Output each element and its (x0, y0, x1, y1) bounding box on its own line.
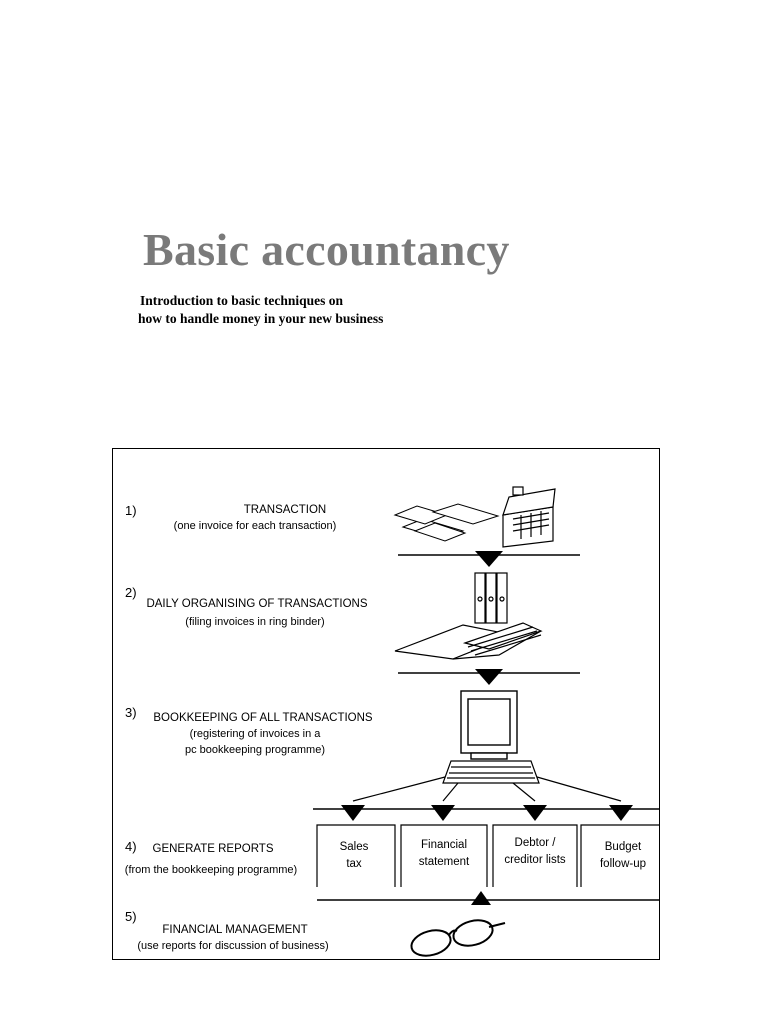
report-box-financial-statement (401, 825, 487, 887)
keyboard-icon (443, 761, 539, 783)
step-1-subtitle: (one invoice for each transaction) (173, 520, 337, 532)
step-1-title: TRANSACTION (243, 504, 327, 516)
cash-register-icon (503, 449, 555, 547)
step-3-subtitle-line-1: (registering of invoices in a (189, 728, 321, 740)
open-binder-icon (395, 623, 541, 659)
glasses-icon (409, 916, 505, 959)
computer-icon (461, 691, 517, 759)
report-box-financial-statement-line-2: statement (418, 856, 470, 868)
report-box-sales-tax-line-2: tax (346, 858, 362, 870)
report-box-budget-follow-up-line-2: follow-up (599, 858, 647, 870)
step-3-title: BOOKKEEPING OF ALL TRANSACTIONS (153, 712, 373, 724)
accounting-process-diagram (112, 448, 660, 960)
down-arrow-icon (475, 551, 503, 567)
step-4-number: 4) (125, 839, 137, 854)
step-1-number: 1) (125, 503, 137, 518)
step-2-subtitle: (filing invoices in ring binder) (185, 616, 325, 628)
report-box-debtor-creditor-lists (493, 825, 577, 887)
diagram-canvas (113, 449, 659, 959)
down-arrow-icon (341, 805, 365, 821)
down-arrow-icon (475, 669, 503, 685)
down-arrow-icon (523, 805, 547, 821)
step-3-number: 3) (125, 705, 137, 720)
down-arrow-icon (609, 805, 633, 821)
step-2-number: 2) (125, 585, 137, 600)
report-box-sales-tax-line-1: Sales (339, 841, 369, 853)
report-box-debtor-creditor-lists-line-1: Debtor / (514, 837, 556, 849)
down-arrow-icon (431, 805, 455, 821)
step-2-title: DAILY ORGANISING OF TRANSACTIONS (146, 598, 368, 610)
report-box-budget-follow-up-line-1: Budget (604, 841, 642, 853)
subtitle-line-2: how to handle money in your new business (138, 311, 384, 326)
report-box-debtor-creditor-lists-line-2: creditor lists (504, 854, 566, 866)
report-box-financial-statement-line-1: Financial (420, 839, 468, 851)
page-title: Basic accountancy (143, 224, 510, 275)
report-box-sales-tax (317, 825, 395, 887)
page-subtitle (140, 292, 383, 328)
step-3-subtitle-line-2: pc bookkeeping programme) (184, 744, 326, 756)
report-box-budget-follow-up (581, 825, 659, 887)
step-5-subtitle: (use reports for discussion of business) (137, 940, 329, 952)
step-5-number: 5) (125, 909, 137, 924)
step-4-title: GENERATE REPORTS (152, 843, 274, 855)
up-arrow-icon (471, 891, 491, 905)
ring-binders-icon (475, 573, 507, 623)
subtitle-line-1: Introduction to basic techniques on (140, 293, 344, 308)
invoices-icon (395, 504, 498, 541)
step-5-title: FINANCIAL MANAGEMENT (162, 924, 308, 936)
step-4-subtitle: (from the bookkeeping programme) (124, 864, 298, 876)
